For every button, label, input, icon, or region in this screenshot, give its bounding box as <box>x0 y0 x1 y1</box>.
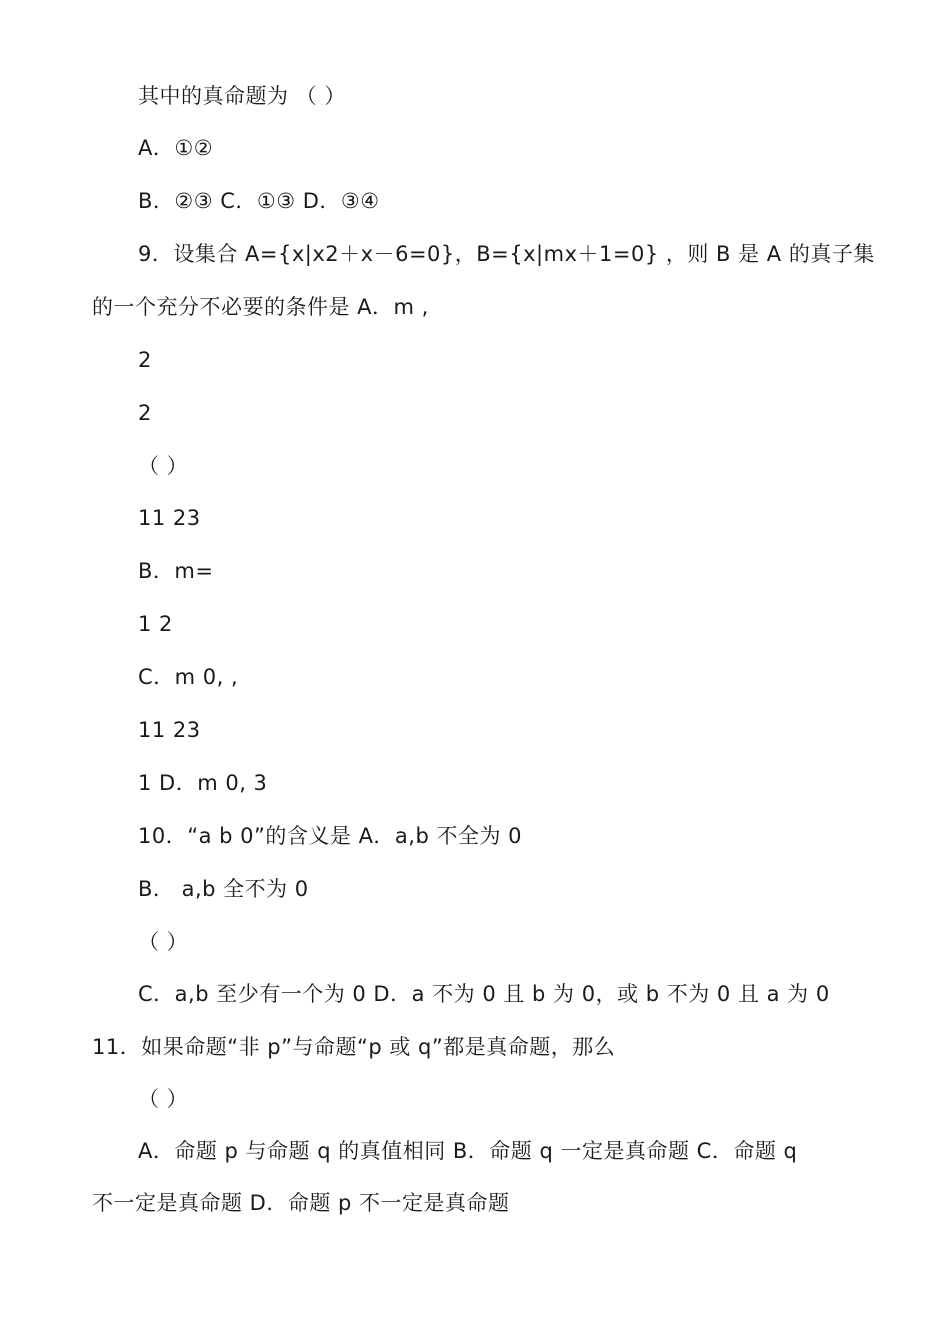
answer-bracket: （ ） <box>138 930 189 954</box>
answer-bracket: （ ） <box>138 454 189 478</box>
option-b: B．m= <box>138 559 214 583</box>
options-line-2: 不一定是真命题 D．命题 p 不一定是真命题 <box>92 1191 510 1215</box>
text-line: 11 23 <box>138 718 201 742</box>
option-d: 1 D．m 0, 3 <box>138 771 268 795</box>
text-line: B．②③ C．①③ D．③④ <box>138 189 380 213</box>
text-line: 2 <box>138 348 152 372</box>
text-line: A．①② <box>138 136 214 160</box>
options-c-d: C．a,b 至少有一个为 0 D．a 不为 0 且 b 为 0，或 b 不为 0 且 a 为 0 <box>138 982 830 1006</box>
question-9-line-2: 的一个充分不必要的条件是 A．m , <box>92 295 429 319</box>
question-10-line: 10．“a b 0”的含义是 A．a,b 不全为 0 <box>138 824 523 848</box>
answer-bracket: （ ） <box>138 1087 189 1111</box>
options-line-1: A．命题 p 与命题 q 的真值相同 B．命题 q 一定是真命题 C．命题 q <box>138 1139 798 1163</box>
question-9-line-1: 9．设集合 A={x|x2＋x－6=0}，B={x|mx＋1=0} ，则 B 是 A 的真子集 <box>138 242 875 266</box>
text-line: 其中的真命题为 （ ） <box>138 84 346 108</box>
option-c: C．m 0, , <box>138 665 239 689</box>
text-line: 11 23 <box>138 506 201 530</box>
option-b: B． a,b 全不为 0 <box>138 877 309 901</box>
text-line: 2 <box>138 401 152 425</box>
text-line: 1 2 <box>138 612 173 636</box>
question-11-line: 11．如果命题“非 p”与命题“p 或 q”都是真命题，那么 <box>92 1035 616 1059</box>
